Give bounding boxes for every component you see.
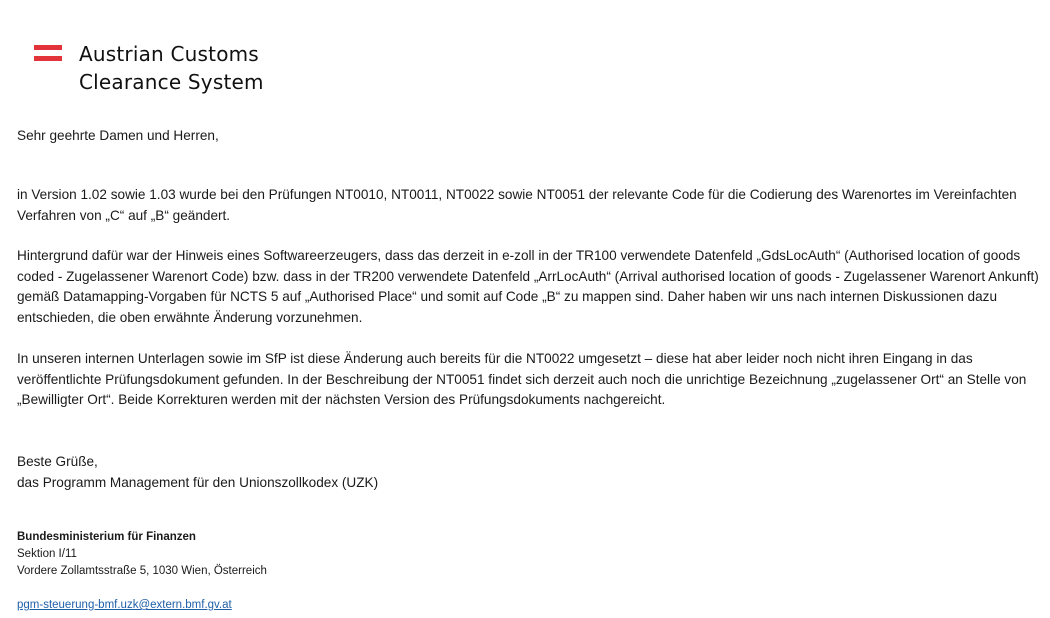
closing [17,452,1042,493]
signature-section: Sektion I/11 [17,548,77,560]
logo-line-2: Clearance System [79,70,264,94]
signature-organization: Bundesministerium für Finanzen [17,531,196,543]
closing-sender: das Programm Management für den Unionszollkodex (UZK) [17,474,379,490]
email-link[interactable]: pgm-steuerung-bmf.uzk@extern.bmf.gv.at [17,599,232,611]
logo-line-1: Austrian Customs [79,42,259,66]
signature-block [17,529,267,580]
paragraph-version-change: in Version 1.02 sowie 1.03 wurde bei den Prüfungen NT0010, NT0011, NT0022 sowie NT0051 der relevante Code für die Codierung des Warenortes im Vereinfachten Verfahren von „C“ auf „B“ geändert. [17,187,1017,223]
logo-text [79,40,264,96]
signature-address: Vordere Zollamtsstraße 5, 1030 Wien, Österreich [17,565,267,577]
austrian-flag-icon [34,45,62,62]
logo [34,40,264,96]
paragraph-background: Hintergrund dafür war der Hinweis eines Softwareerzeugers, dass das derzeit in e-zoll in der TR100 verwendete Datenfeld „GdsLocAuth“ (Authorised location of goods coded - Zugelassener Warenort Code) bzw. dass in der TR200 verwendete Datenfeld „ArrLocAuth“ (Arrival authorised location of goods - Zugelassener Warenort Ankunft) gemäß Datamapping-Vorgaben für NCTS 5 auf „Authorised Place“ und somit auf Code „B“ zu mappen sind. Daher haben wir uns nach internen Diskussionen dazu entschieden, die oben erwähnte Änderung vorzunehmen. [17,248,1039,325]
paragraph-internal-documents: In unseren internen Unterlagen sowie im SfP ist diese Änderung auch bereits für die NT0022 umgesetzt – diese hat aber leider noch nicht ihren Eingang in das veröffentlichte Prüfungsdokument gefunden. In der Beschreibung der NT0051 findet sich derzeit auch noch die unrichtige Bezeichnung „zugelassener Ort“ an Stelle von „Bewilligter Ort“. Beide Korrekturen werden mit der nächsten Version des Prüfungsdokuments nachgereicht. [17,351,1027,408]
salutation: Sehr geehrte Damen und Herren, [17,128,219,143]
closing-greeting: Beste Grüße, [17,454,98,469]
